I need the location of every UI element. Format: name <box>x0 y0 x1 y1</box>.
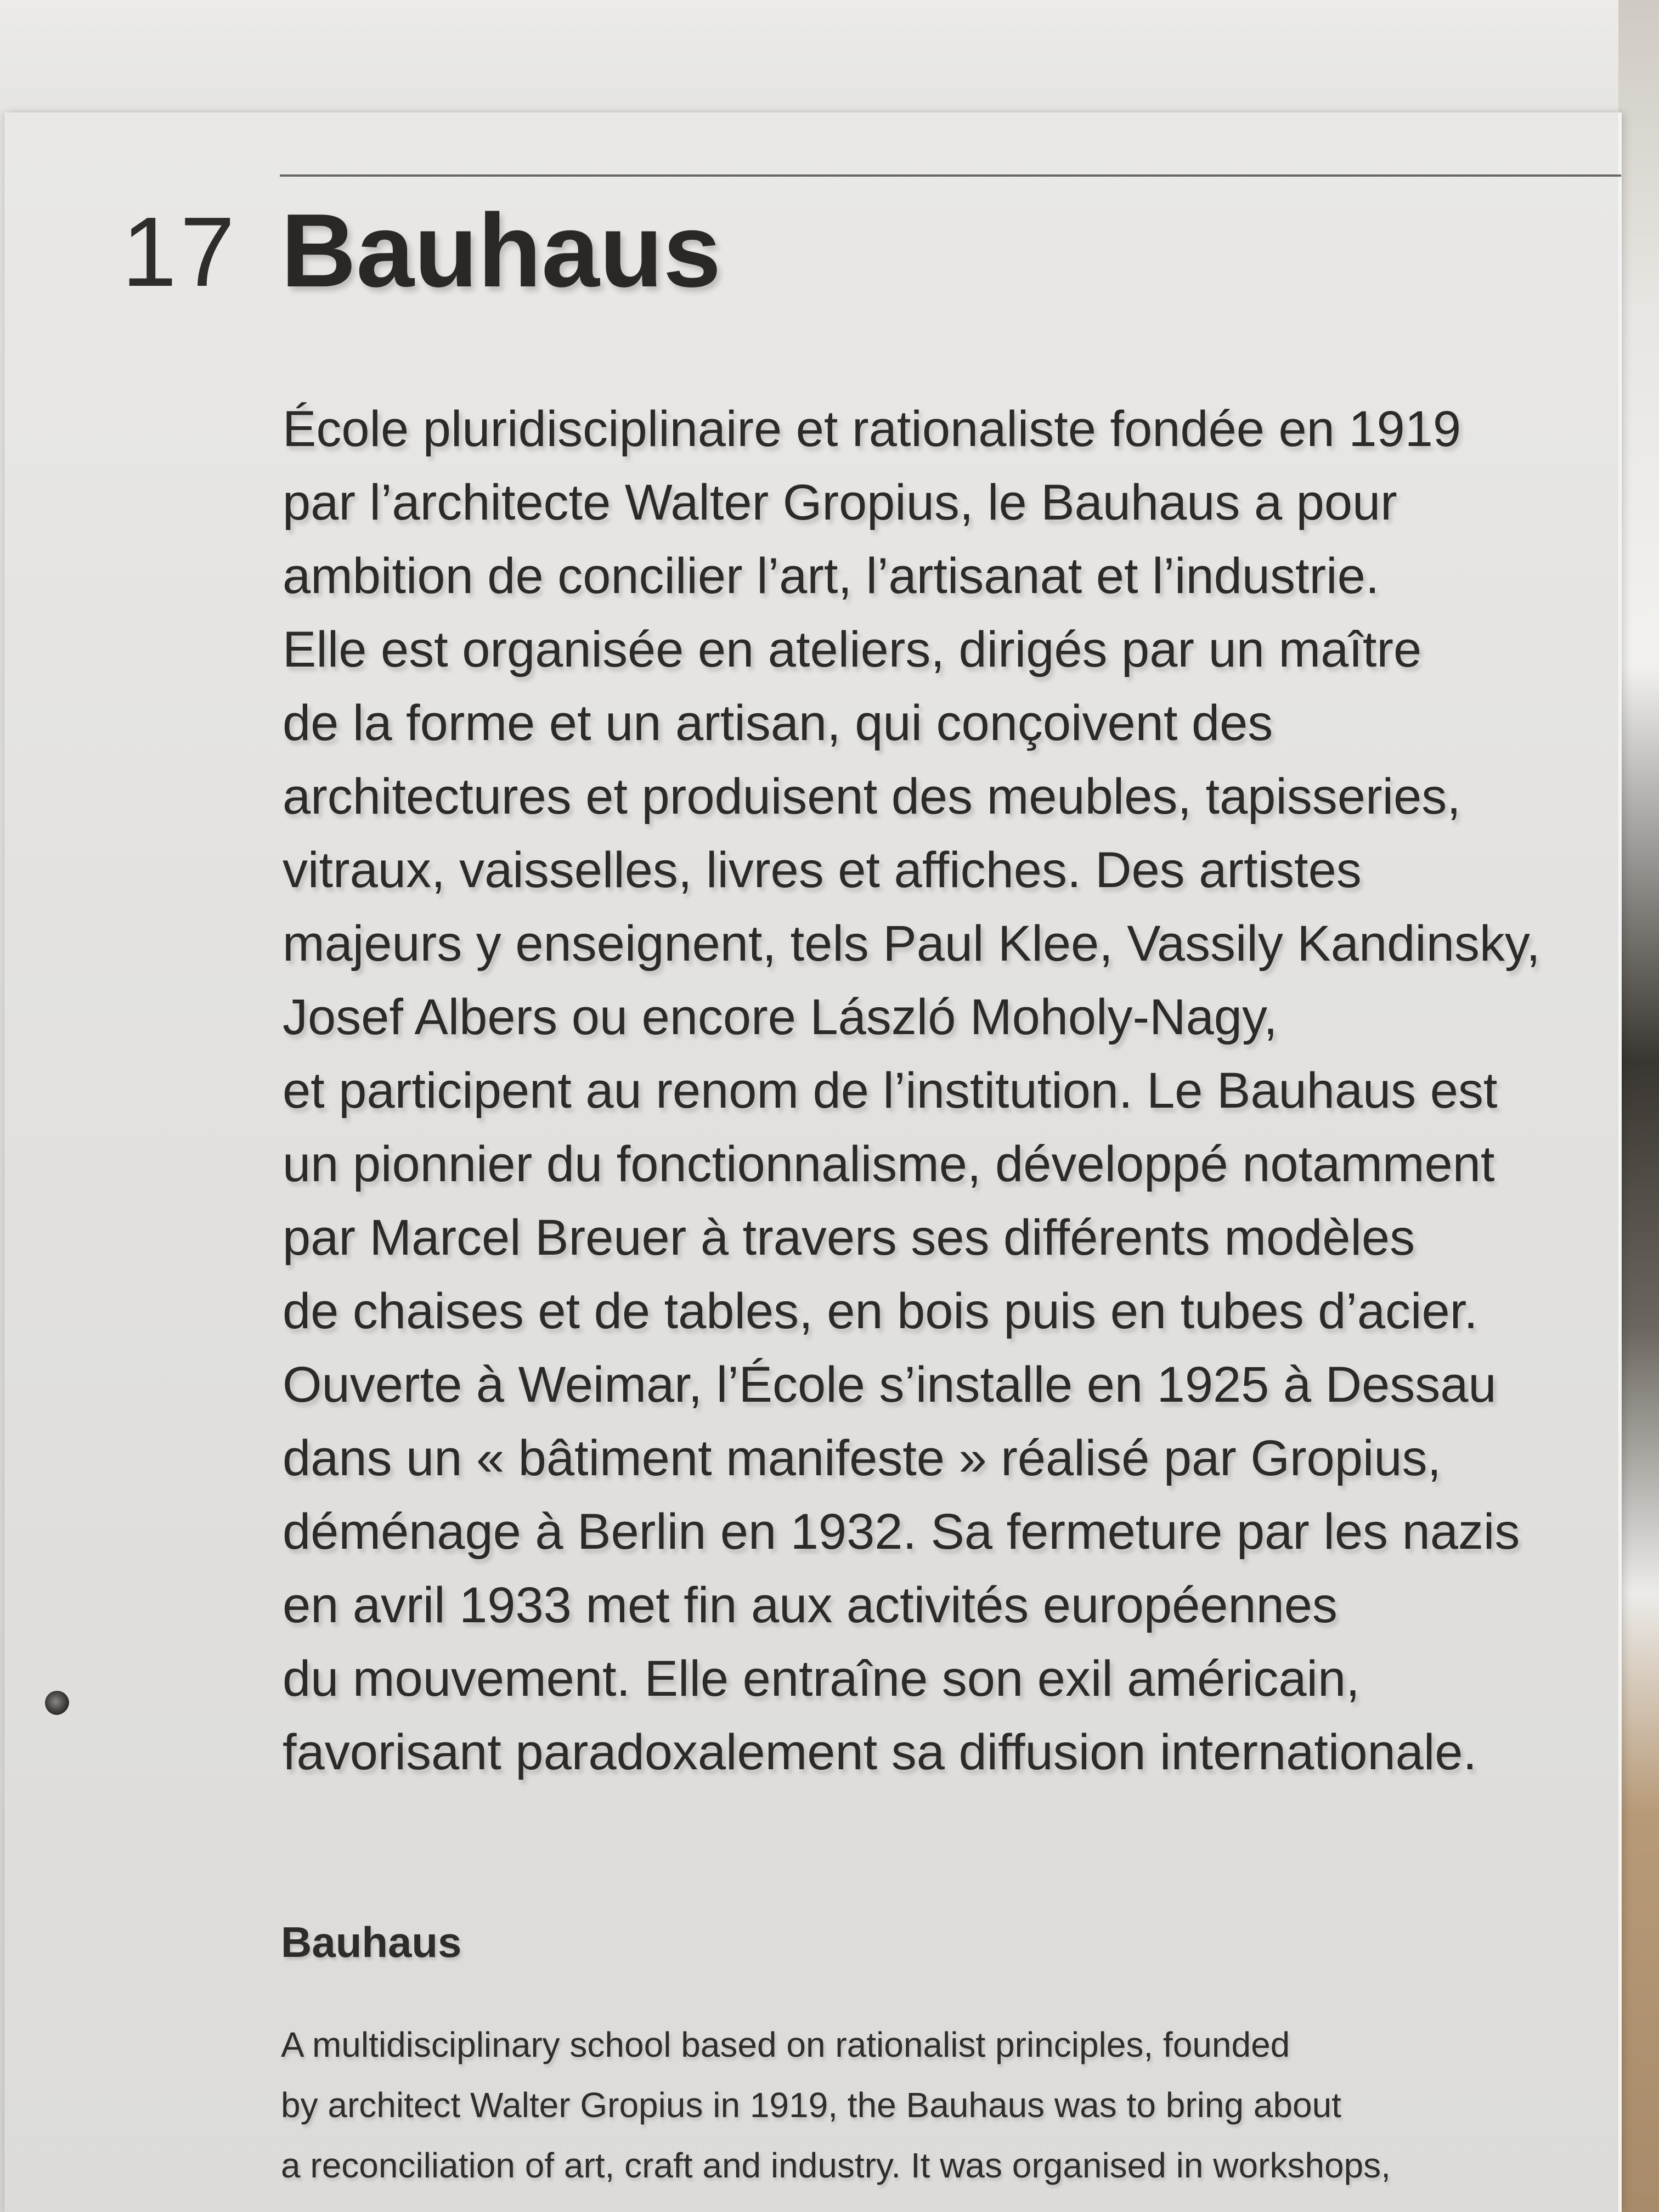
french-line: Elle est organisée en ateliers, dirigés par un maître <box>283 622 1422 678</box>
header-rule <box>280 174 1621 177</box>
french-text <box>283 392 1588 1789</box>
french-line: en avril 1933 met fin aux activités européennes <box>283 1577 1338 1633</box>
french-line: du mouvement. Elle entraîne son exil américain, <box>283 1651 1360 1707</box>
french-line: de la forme et un artisan, qui conçoivent des <box>283 695 1273 751</box>
french-line: par Marcel Breuer à travers ses différents modèles <box>283 1210 1415 1266</box>
english-line: a reconciliation of art, craft and industry. It was organised in workshops, <box>281 2146 1391 2185</box>
english-line: by architect Walter Gropius in 1919, the Bauhaus was to bring about <box>281 2085 1341 2125</box>
french-line: et participent au renom de l’institution. Le Bauhaus est <box>283 1063 1498 1119</box>
french-line: architectures et produisent des meubles, tapisseries, <box>283 769 1461 825</box>
french-line: Ouverte à Weimar, l’École s’installe en 1925 à Dessau <box>283 1357 1497 1413</box>
background-scene-edge <box>1618 0 1659 2212</box>
french-line: déménage à Berlin en 1932. Sa fermeture par les nazis <box>283 1504 1520 1560</box>
section-title: Bauhaus <box>281 193 721 309</box>
french-line: Josef Albers ou encore László Moholy-Nagy, <box>283 989 1278 1045</box>
english-title: Bauhaus <box>281 1918 462 1966</box>
french-line: majeurs y enseignent, tels Paul Klee, Vassily Kandinsky, <box>283 916 1541 972</box>
french-line: par l’architecte Walter Gropius, le Bauhaus a pour <box>283 475 1397 531</box>
english-line: A multidisciplinary school based on rationalist principles, founded <box>281 2025 1290 2064</box>
french-line: ambition de concilier l’art, l’artisanat et l’industrie. <box>283 548 1380 604</box>
french-line: un pionnier du fonctionnalisme, développé notamment <box>283 1136 1495 1192</box>
section-number: 17 <box>122 197 239 307</box>
english-text <box>281 2015 1587 2196</box>
french-line: dans un « bâtiment manifeste » réalisé par Gropius, <box>283 1430 1442 1486</box>
mounting-screw <box>45 1691 69 1715</box>
french-line: favorisant paradoxalement sa diffusion internationale. <box>283 1724 1477 1780</box>
french-line: vitraux, vaisselles, livres et affiches. Des artistes <box>283 842 1362 898</box>
french-line: de chaises et de tables, en bois puis en tubes d’acier. <box>283 1283 1478 1339</box>
french-line: École pluridisciplinaire et rationaliste fondée en 1919 <box>283 401 1462 457</box>
